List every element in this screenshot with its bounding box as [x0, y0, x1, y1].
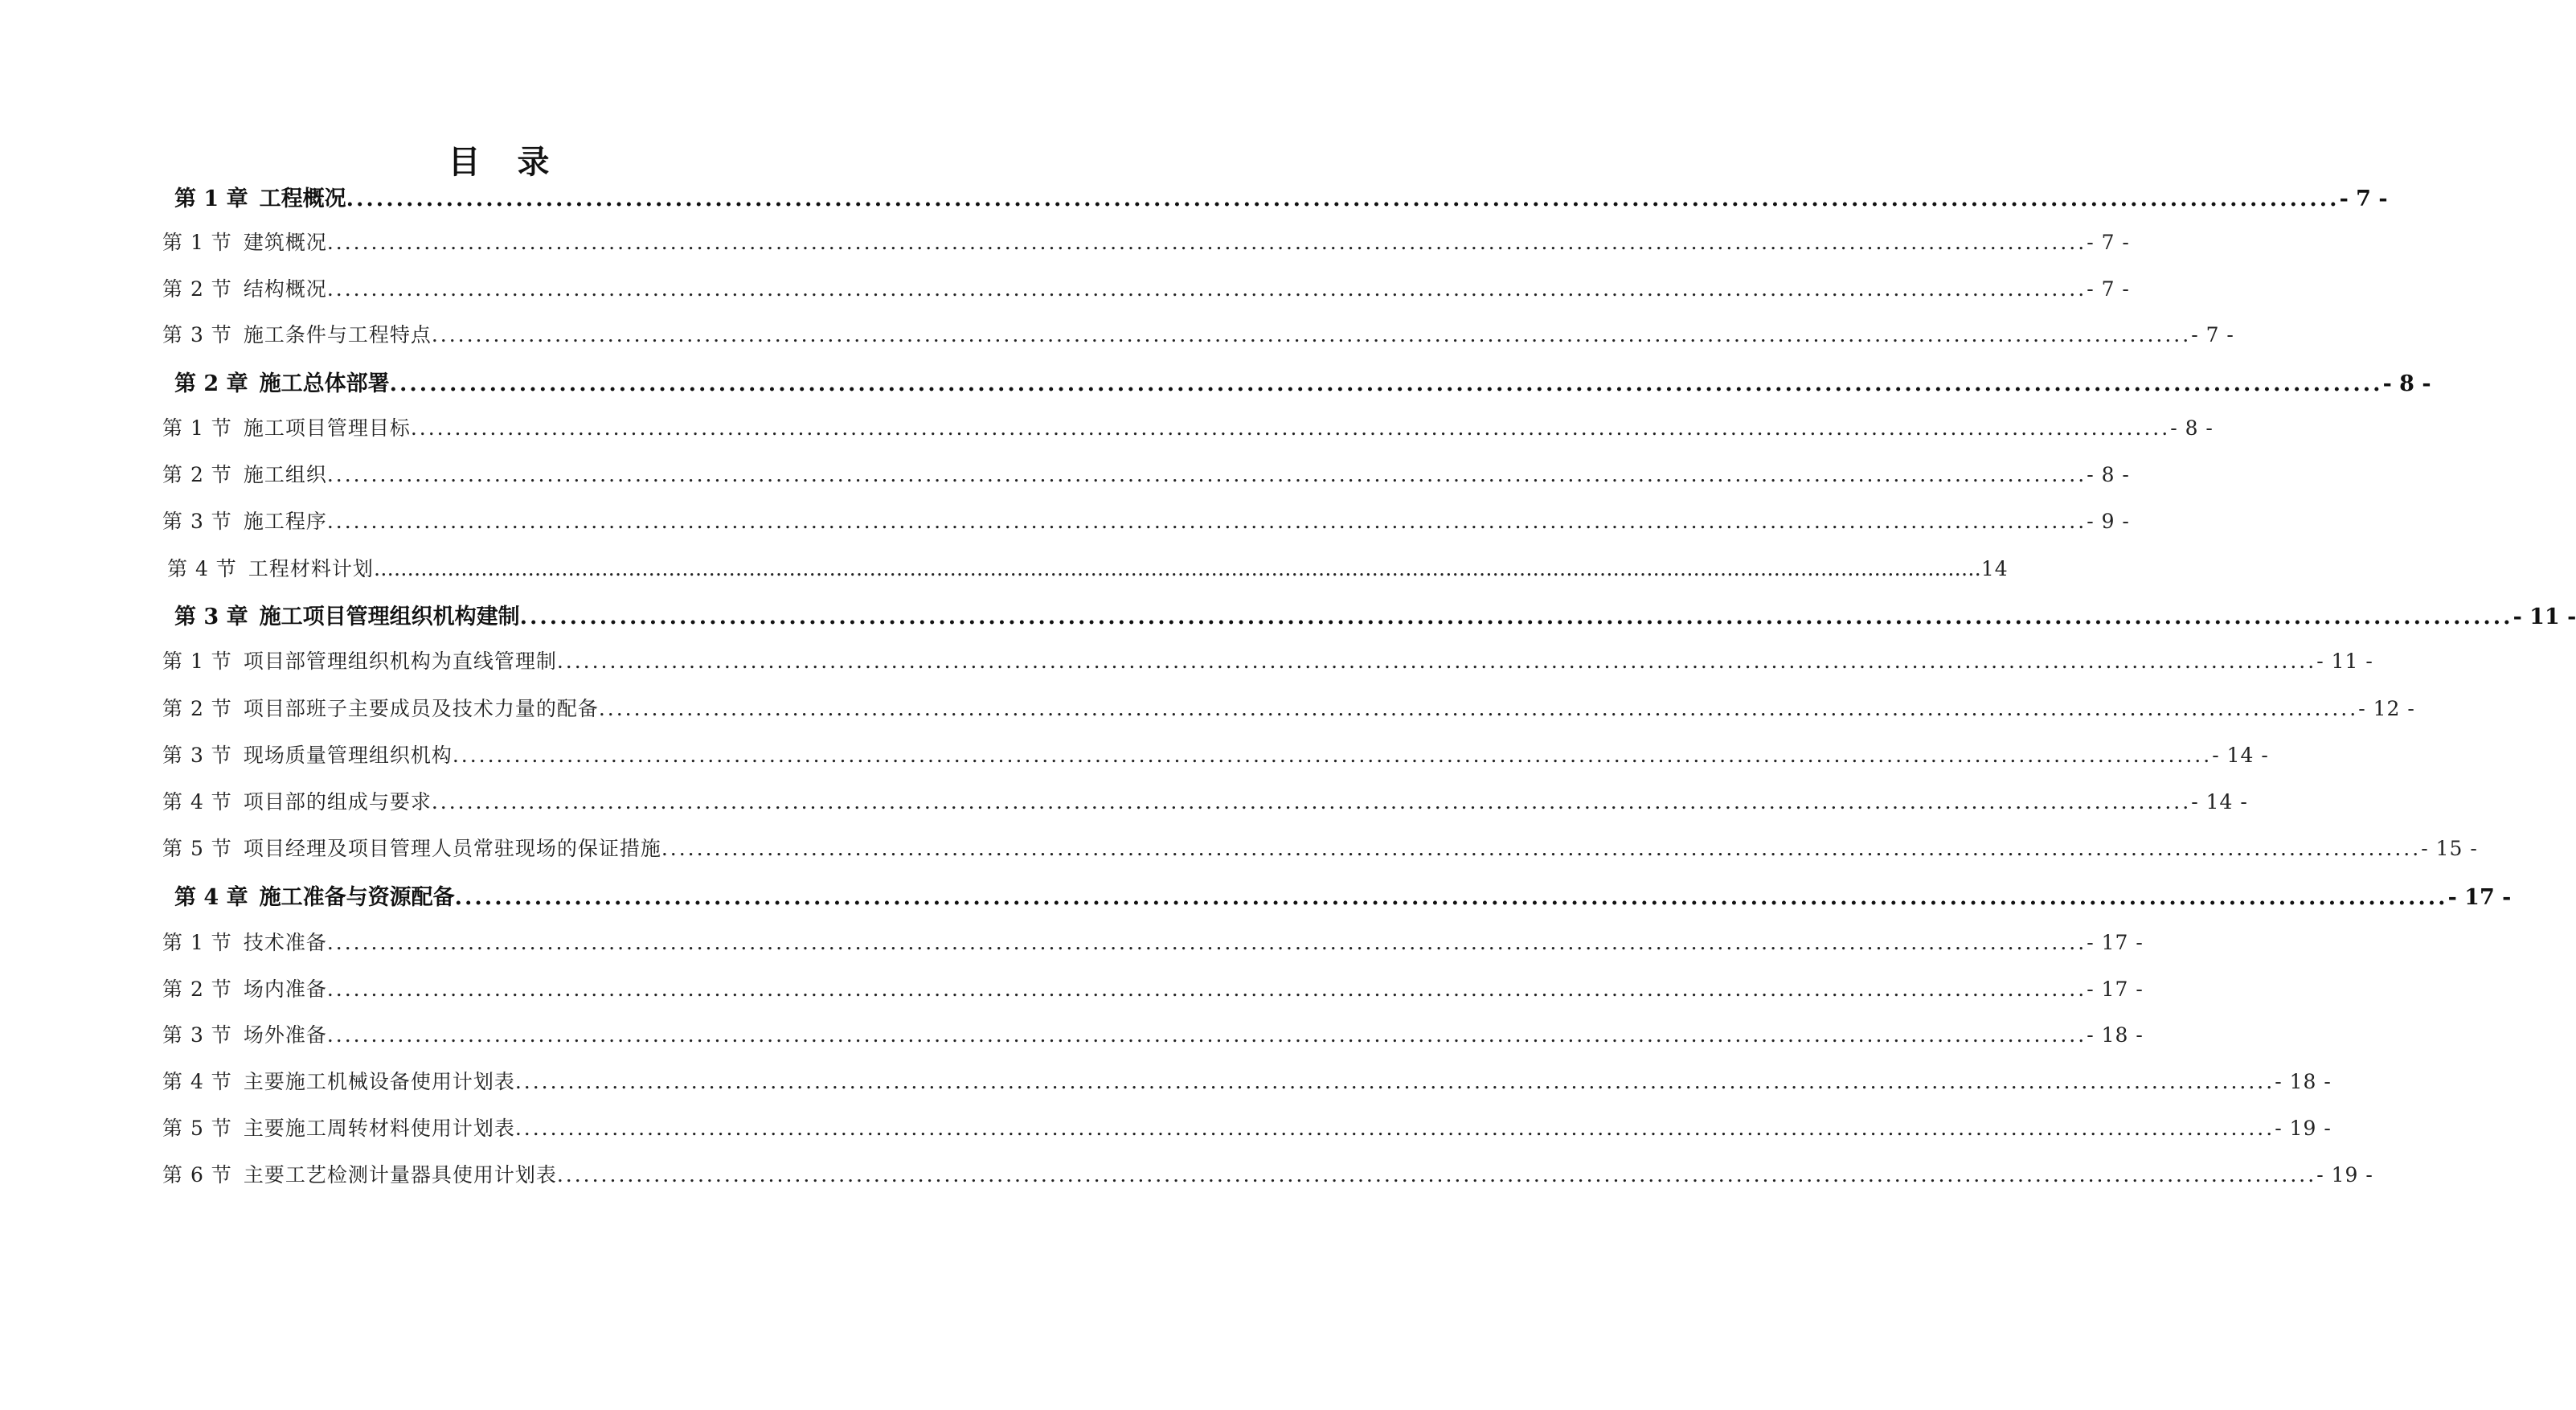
- section-number: 第 6 节: [162, 1163, 232, 1187]
- toc-section-entry[interactable]: [162, 319, 2234, 348]
- section-number: 第 1 节: [162, 231, 232, 254]
- page-number: 14: [1980, 557, 2009, 580]
- dot-leader: ........................................................................................................................................................................................................: [389, 371, 2383, 396]
- dot-leader: ........................................................................................................................................................................................................: [519, 605, 2513, 629]
- section-title: 场内准备: [243, 978, 327, 1001]
- section-number: 第 2 节: [162, 978, 232, 1001]
- chapter-title: 施工总体部署: [259, 371, 390, 396]
- chapter-title: 施工项目管理组织机构建制: [259, 605, 520, 629]
- page-number: - 14 -: [2191, 790, 2248, 814]
- section-title: 施工条件与工程特点: [243, 323, 432, 346]
- dot-leader: ........................................................................................................................................................................................................: [556, 1163, 2317, 1187]
- section-title: 建筑概况: [243, 231, 327, 254]
- section-number: 第 4 节: [162, 1070, 232, 1093]
- page-number: - 8 -: [2087, 463, 2130, 486]
- section-title: 项目经理及项目管理人员常驻现场的保证措施: [243, 837, 661, 860]
- section-title: 现场质量管理组织机构: [243, 744, 453, 767]
- chapter-number: 第 2 章: [174, 371, 248, 396]
- chapter-number: 第 1 章: [174, 186, 248, 211]
- page-number: - 15 -: [2421, 837, 2478, 860]
- section-number: 第 1 节: [162, 650, 232, 673]
- page-number: - 11 -: [2316, 650, 2373, 673]
- page-number: - 7 -: [2191, 323, 2234, 346]
- toc-section-entry[interactable]: [167, 553, 2009, 582]
- toc-chapter-entry[interactable]: [174, 879, 2512, 911]
- dot-leader: ........................................................................................................................................................................................................: [326, 931, 2087, 954]
- chapter-number: 第 4 章: [174, 885, 248, 910]
- page-number: - 19 -: [2275, 1117, 2332, 1140]
- toc-title-char-1: 目: [448, 143, 481, 181]
- toc-section-entry[interactable]: [162, 927, 2144, 956]
- toc-section-entry[interactable]: [162, 1159, 2373, 1188]
- section-number: 第 3 节: [162, 1023, 232, 1047]
- page-number: - 9 -: [2087, 510, 2130, 533]
- section-title: 技术准备: [243, 931, 327, 954]
- dot-leader: ........................................................................................................................................................................................................: [326, 463, 2087, 486]
- page-number: - 17 -: [2447, 885, 2512, 910]
- dot-leader: ........................................................................................................................................................................................................: [454, 885, 2448, 910]
- page-number: - 7 -: [2087, 231, 2130, 254]
- section-number: 第 2 节: [162, 277, 232, 301]
- page-number: - 8 -: [2382, 371, 2431, 396]
- section-title: 场外准备: [243, 1023, 327, 1047]
- section-number: 第 3 节: [162, 510, 232, 533]
- toc-chapter-entry[interactable]: [174, 599, 2576, 630]
- section-number: 第 5 节: [162, 1117, 232, 1140]
- page-number: - 11 -: [2513, 605, 2576, 629]
- section-title: 结构概况: [243, 277, 327, 301]
- section-number: 第 3 节: [162, 744, 232, 767]
- dot-leader: ........................................................................................................................................................................................................: [326, 231, 2087, 254]
- section-title: 项目部班子主要成员及技术力量的配备: [243, 697, 599, 720]
- toc-section-entry[interactable]: [162, 1066, 2332, 1095]
- dot-leader: ........................................................................................................................................................................................................: [514, 1070, 2275, 1093]
- chapter-title: 施工准备与资源配备: [259, 885, 455, 910]
- dot-leader: ........................................................................................................................................................................................................: [598, 697, 2359, 720]
- section-number: 第 4 节: [167, 557, 237, 580]
- toc-section-entry[interactable]: [162, 786, 2248, 815]
- toc-section-entry[interactable]: [162, 412, 2214, 441]
- dot-leader: ........................................................................................................................................................................................................: [661, 837, 2422, 860]
- section-number: 第 2 节: [162, 463, 232, 486]
- dot-leader: ……………………………………………………………………………………………………………………………………………………………………………………………………………………: [373, 557, 1981, 580]
- section-number: 第 2 节: [162, 697, 232, 720]
- dot-leader: ........................................................................................................................................................................................................: [326, 510, 2087, 533]
- toc-section-entry[interactable]: [162, 506, 2130, 535]
- chapter-title: 工程概况: [259, 186, 346, 211]
- toc-chapter-entry[interactable]: [174, 181, 2388, 212]
- toc-section-entry[interactable]: [162, 227, 2130, 256]
- dot-leader: ........................................................................................................................................................................................................: [431, 323, 2192, 346]
- toc-section-entry[interactable]: [162, 1019, 2144, 1048]
- toc-title: [0, 137, 997, 182]
- toc-section-entry[interactable]: [162, 973, 2144, 1002]
- page-number: - 18 -: [2087, 1023, 2144, 1047]
- toc-section-entry[interactable]: [162, 1113, 2332, 1142]
- section-title: 施工组织: [243, 463, 327, 486]
- dot-leader: ........................................................................................................................................................................................................: [556, 650, 2317, 673]
- toc-title-char-2: 录: [517, 143, 550, 181]
- section-number: 第 5 节: [162, 837, 232, 860]
- toc-section-entry[interactable]: [162, 833, 2478, 862]
- dot-leader: ........................................................................................................................................................................................................: [326, 277, 2087, 301]
- page-number: - 14 -: [2212, 744, 2269, 767]
- section-number: 第 1 节: [162, 931, 232, 954]
- page-number: - 7 -: [2339, 186, 2388, 211]
- section-title: 主要施工周转材料使用计划表: [243, 1117, 515, 1140]
- section-number: 第 1 节: [162, 416, 232, 440]
- section-title: 施工程序: [243, 510, 327, 533]
- dot-leader: ........................................................................................................................................................................................................: [431, 790, 2192, 814]
- dot-leader: ........................................................................................................................................................................................................: [346, 186, 2340, 211]
- section-number: 第 3 节: [162, 323, 232, 346]
- toc-section-entry[interactable]: [162, 459, 2130, 488]
- dot-leader: ........................................................................................................................................................................................................: [514, 1117, 2275, 1140]
- toc-chapter-entry[interactable]: [174, 366, 2431, 397]
- section-number: 第 4 节: [162, 790, 232, 814]
- toc-section-entry[interactable]: [162, 693, 2415, 722]
- dot-leader: ........................................................................................................................................................................................................: [326, 1023, 2087, 1047]
- chapter-number: 第 3 章: [174, 605, 248, 629]
- toc-section-entry[interactable]: [162, 740, 2269, 769]
- section-title: 项目部管理组织机构为直线管理制: [243, 650, 557, 673]
- page-number: - 17 -: [2087, 978, 2144, 1001]
- page-number: - 7 -: [2087, 277, 2130, 301]
- section-title: 项目部的组成与要求: [243, 790, 432, 814]
- section-title: 工程材料计划: [248, 557, 374, 580]
- page-number: - 12 -: [2358, 697, 2415, 720]
- dot-leader: ........................................................................................................................................................................................................: [326, 978, 2087, 1001]
- section-title: 施工项目管理目标: [243, 416, 411, 440]
- section-title: 主要施工机械设备使用计划表: [243, 1070, 515, 1093]
- dot-leader: ........................................................................................................................................................................................................: [452, 744, 2213, 767]
- page-number: - 17 -: [2087, 931, 2144, 954]
- toc-section-entry[interactable]: [162, 273, 2130, 302]
- page-number: - 8 -: [2170, 416, 2214, 440]
- toc-section-entry[interactable]: [162, 646, 2373, 674]
- section-title: 主要工艺检测计量器具使用计划表: [243, 1163, 557, 1187]
- page-number: - 18 -: [2275, 1070, 2332, 1093]
- dot-leader: ........................................................................................................................................................................................................: [410, 416, 2171, 440]
- page-number: - 19 -: [2316, 1163, 2373, 1187]
